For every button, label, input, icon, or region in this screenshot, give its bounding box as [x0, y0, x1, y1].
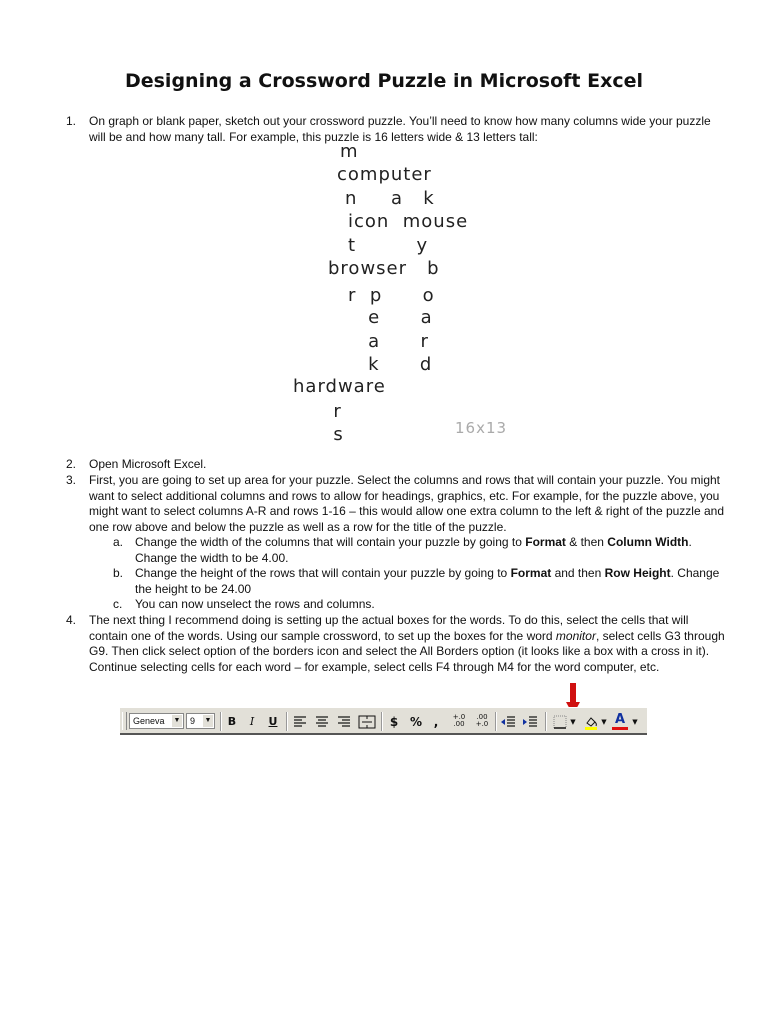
fill-color-chevron-icon[interactable]: ▼ — [601, 718, 607, 726]
crossword-row: a r — [348, 331, 429, 352]
crossword-row: computer — [337, 164, 432, 185]
borders-icon[interactable] — [552, 714, 568, 730]
word-monitor: monitor — [555, 628, 596, 643]
crossword-row: r — [293, 401, 342, 422]
substep-text: Change the width of the columns that will contain your puzzle by going to — [135, 535, 526, 549]
step-number: 3. — [66, 473, 77, 487]
step-number: 1. — [66, 114, 77, 128]
currency-button[interactable]: $ — [389, 715, 399, 729]
substep-text: and then — [551, 566, 605, 580]
menu-format: Format — [510, 566, 552, 580]
font-size-value: 9 — [190, 716, 196, 726]
decrease-decimal-button[interactable]: .00 +.0 — [475, 713, 489, 728]
italic-button[interactable]: I — [249, 715, 255, 728]
step-text: First, you are going to set up area for your puzzle. Select the columns and rows that will contain your puzzle. You might want to select additional columns and rows to allow for headings, graphics, etc. For example, for the puzzle above, you might want to select columns A-R and rows 1-16 – this would allow one extra column to the left & right of the puzzle and one row above and below the puzzle as well as a row for the title of the puzzle. — [89, 473, 724, 534]
fill-color-icon[interactable] — [583, 714, 599, 730]
substep-letter: a. — [113, 535, 124, 549]
step-3 — [66, 473, 726, 535]
align-center-icon[interactable] — [314, 714, 330, 730]
toolbar-separator — [381, 712, 383, 731]
percent-button[interactable]: % — [409, 715, 423, 729]
borders-dropdown-chevron-icon[interactable]: ▼ — [570, 718, 576, 726]
substep-text: & then — [565, 535, 608, 549]
toolbar-separator — [220, 712, 222, 731]
underline-button[interactable]: U — [268, 715, 278, 728]
font-color-button[interactable] — [612, 714, 628, 730]
crossword-row: hardware — [293, 376, 386, 397]
substep-a — [113, 535, 723, 566]
align-right-icon[interactable] — [336, 714, 352, 730]
step-text: On graph or blank paper, sketch out your crossword puzzle. You’ll need to know how many columns wide your puzzle will be and how many tall. For example, this puzzle is 16 letters wide & 13 letters tall: — [89, 114, 711, 144]
toolbar-separator — [286, 712, 288, 731]
crossword-row: t y — [348, 235, 429, 256]
substep-text: . Change the width to be 4.00. — [135, 535, 692, 565]
step-1 — [66, 114, 726, 145]
substep-text: . Change the height to be 24.00 — [135, 566, 720, 596]
toolbar-separator — [495, 712, 497, 731]
font-color-swatch — [612, 727, 628, 730]
menu-row-height: Row Height — [604, 566, 671, 580]
page-title: Designing a Crossword Puzzle in Microsoft Excel — [124, 70, 644, 92]
substep-b — [113, 566, 723, 597]
font-color-chevron-icon[interactable]: ▼ — [632, 718, 638, 726]
crossword-row: icon mouse — [348, 211, 469, 232]
step-text: Open Microsoft Excel. — [89, 457, 207, 471]
merge-center-icon[interactable] — [358, 714, 376, 730]
bold-button[interactable]: B — [227, 715, 237, 728]
dimension-label: 16x13 — [455, 419, 508, 437]
formatting-toolbar — [120, 707, 647, 735]
decrease-indent-icon[interactable] — [500, 714, 516, 730]
substep-letter: c. — [113, 597, 123, 611]
step-text: The next thing I recommend doing is setting up the actual boxes for the words. To do this, select the cells that will contain one of the words. Using our sample crossword, to set up the boxes for the word — [89, 613, 689, 643]
substep-letter: b. — [113, 566, 124, 580]
crossword-row: r p o — [348, 285, 435, 306]
comma-style-button[interactable]: , — [433, 715, 439, 729]
font-color-letter: A — [614, 712, 626, 727]
step-text: , select cells G3 through G9. Then click select option of the borders icon and select the All Borders option (it looks like a box with a cross in it). Continue selecting cells for each word – for example, select cells F4 through M4 for the word computer, etc. — [89, 628, 725, 674]
chevron-down-icon[interactable]: ▼ — [203, 715, 213, 727]
step-number: 2. — [66, 457, 77, 471]
crossword-row: s — [293, 424, 344, 445]
crossword-row: k d — [348, 354, 433, 375]
toolbar-separator — [545, 712, 547, 731]
toolbar-grip[interactable] — [122, 712, 127, 730]
step-2 — [66, 457, 726, 473]
substep-text: Change the height of the rows that will contain your puzzle by going to — [135, 566, 511, 580]
substep-text: You can now unselect the rows and columns. — [135, 597, 375, 611]
step-number: 4. — [66, 613, 77, 627]
step-4 — [66, 613, 726, 675]
menu-column-width: Column Width — [607, 535, 689, 549]
crossword-row: e a — [348, 307, 433, 328]
increase-indent-icon[interactable] — [522, 714, 538, 730]
font-size-select[interactable] — [186, 713, 215, 729]
chevron-down-icon[interactable]: ▼ — [172, 715, 182, 727]
menu-format: Format — [525, 535, 566, 549]
font-name-select[interactable] — [129, 713, 184, 729]
crossword-row: m — [340, 141, 359, 162]
align-left-icon[interactable] — [292, 714, 308, 730]
font-name-value: Geneva — [133, 716, 165, 726]
crossword-row: n a k — [345, 188, 435, 209]
increase-decimal-button[interactable]: +.0 .00 — [452, 713, 466, 728]
substep-c — [113, 597, 723, 613]
crossword-row: browser b — [328, 258, 440, 279]
